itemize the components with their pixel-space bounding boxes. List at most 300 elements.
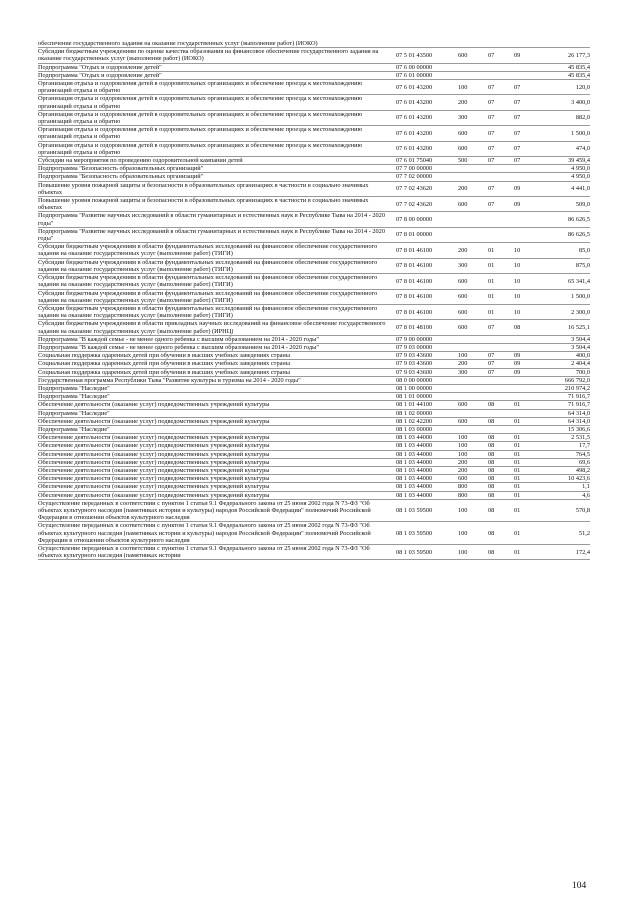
table-row	[38, 289, 590, 304]
table-row	[38, 165, 590, 173]
row-sum: 16 525,1	[540, 320, 590, 335]
row-code: 07 7 02 43620	[396, 197, 458, 212]
table-row	[38, 197, 590, 212]
row-code: 07 8 01 48100	[396, 320, 458, 335]
row-vr: 100	[458, 434, 488, 442]
row-vr: 600	[458, 304, 488, 319]
row-name: Обеспечение деятельности (оказание услуг) подведомственных учреждений культуры	[38, 401, 396, 409]
row-sum: 15 306,6	[540, 425, 590, 433]
row-rz: 07	[488, 320, 514, 335]
row-code: 07 9 00 00000	[396, 335, 458, 343]
row-code: 08 1 03 59500	[396, 522, 458, 545]
table-row	[38, 425, 590, 433]
row-vr: 200	[458, 243, 488, 258]
row-name: Повышение уровня пожарной защиты и безопасности в образовательных организациях в частности в социально значимых объектах	[38, 181, 396, 196]
row-rz: 08	[488, 545, 514, 560]
table-row	[38, 227, 590, 242]
row-vr	[458, 335, 488, 343]
row-name: Обеспечение деятельности (оказание услуг) подведомственных учреждений культуры	[38, 442, 396, 450]
row-rz	[488, 173, 514, 181]
row-code: 07 9 03 43600	[396, 360, 458, 368]
row-rz	[488, 335, 514, 343]
row-code: 07 6 01 43200	[396, 95, 458, 110]
table-row	[38, 409, 590, 417]
row-pr: 10	[514, 274, 540, 289]
row-vr	[458, 384, 488, 392]
row-name: Обеспечение деятельности (оказание услуг) подведомственных учреждений культуры	[38, 483, 396, 491]
row-pr	[514, 343, 540, 351]
row-rz: 01	[488, 258, 514, 273]
row-code: 08 1 02 42200	[396, 417, 458, 425]
row-pr: 10	[514, 304, 540, 319]
row-vr: 200	[458, 466, 488, 474]
row-pr: 09	[514, 368, 540, 376]
row-sum: 400,0	[540, 352, 590, 360]
row-vr: 500	[458, 157, 488, 165]
row-sum: 69,6	[540, 458, 590, 466]
row-sum: 509,0	[540, 197, 590, 212]
table-row	[38, 434, 590, 442]
row-code: 08 1 01 44100	[396, 401, 458, 409]
row-code	[396, 40, 458, 48]
row-vr: 300	[458, 110, 488, 125]
row-name: Субсидии бюджетным учреждениям в области прикладных научных исследований на финансовое обеспечение государственного задания на оказание государственных услуг (выполнение работ) (ИРНЦ)	[38, 320, 396, 335]
row-rz	[488, 393, 514, 401]
row-vr: 600	[458, 274, 488, 289]
table-row	[38, 491, 590, 499]
row-vr: 600	[458, 417, 488, 425]
row-name: Субсидии на мероприятия по проведению оздоровительной кампании детей	[38, 157, 396, 165]
page-number: 104	[572, 881, 587, 891]
row-code: 07 9 03 00000	[396, 343, 458, 351]
row-pr: 10	[514, 289, 540, 304]
row-code: 08 1 02 00000	[396, 409, 458, 417]
row-rz: 08	[488, 483, 514, 491]
row-code: 07 8 01 46100	[396, 274, 458, 289]
table-row	[38, 71, 590, 79]
row-sum: 1,1	[540, 483, 590, 491]
row-code: 07 7 02 00000	[396, 173, 458, 181]
table-row	[38, 335, 590, 343]
row-rz	[488, 63, 514, 71]
table-row	[38, 173, 590, 181]
row-pr	[514, 393, 540, 401]
row-name: Субсидии бюджетным учреждениям в области фундаментальных исследований на финансовое обеспечение государственного задания на оказание государственных услуг (выполнение работ) (ТИГИ)	[38, 304, 396, 319]
row-pr: 07	[514, 95, 540, 110]
row-name: Обеспечение деятельности (оказание услуг) подведомственных учреждений культуры	[38, 491, 396, 499]
row-vr: 800	[458, 483, 488, 491]
table-row	[38, 368, 590, 376]
row-pr: 01	[514, 499, 540, 522]
table-row	[38, 48, 590, 63]
row-pr	[514, 71, 540, 79]
row-rz: 08	[488, 522, 514, 545]
table-row	[38, 320, 590, 335]
row-name: Подпрограмма "Наследие"	[38, 409, 396, 417]
row-pr	[514, 63, 540, 71]
row-rz: 08	[488, 442, 514, 450]
row-sum: 17,7	[540, 442, 590, 450]
row-vr: 600	[458, 475, 488, 483]
row-pr	[514, 384, 540, 392]
row-name: Подпрограмма "Наследие"	[38, 384, 396, 392]
row-code: 07 6 01 43200	[396, 80, 458, 95]
row-rz: 08	[488, 417, 514, 425]
row-pr	[514, 165, 540, 173]
row-name: Повышение уровня пожарной защиты и безопасности в образовательных организациях в частности в социально значимых объектах	[38, 197, 396, 212]
row-code: 07 6 01 43200	[396, 141, 458, 156]
table-row	[38, 360, 590, 368]
table-row	[38, 141, 590, 156]
row-code: 08 1 03 44000	[396, 466, 458, 474]
row-sum: 86 626,5	[540, 227, 590, 242]
row-pr: 07	[514, 157, 540, 165]
row-vr: 600	[458, 141, 488, 156]
row-rz: 01	[488, 289, 514, 304]
row-name: Подпрограмма "Наследие"	[38, 393, 396, 401]
row-vr: 200	[458, 360, 488, 368]
row-name: Обеспечение деятельности (оказание услуг) подведомственных учреждений культуры	[38, 450, 396, 458]
row-rz: 07	[488, 110, 514, 125]
row-name: Субсидии бюджетным учреждениям в области фундаментальных исследований на финансовое обеспечение государственного задания на оказание государственных услуг (выполнение работ) (ТИГИ)	[38, 289, 396, 304]
row-vr: 600	[458, 197, 488, 212]
table-row	[38, 384, 590, 392]
row-sum: 1 500,0	[540, 289, 590, 304]
row-name: Организация отдыха и оздоровления детей в оздоровительных организациях и обеспечение проезда к местонахождению организаций отдыха и обратно	[38, 95, 396, 110]
row-rz	[488, 212, 514, 227]
row-sum: 85,0	[540, 243, 590, 258]
row-name: Подпрограмма "Безопасность образовательных организаций"	[38, 173, 396, 181]
row-sum: 4 950,0	[540, 165, 590, 173]
row-rz: 07	[488, 95, 514, 110]
row-sum	[540, 40, 590, 48]
row-vr	[458, 165, 488, 173]
table-row	[38, 258, 590, 273]
row-name: Осуществление переданных в соответствии с пунктом 1 статьи 9.1 Федерального закона от 25 июня 2002 года N 73-ФЗ "Об объектах культурного наследия (памятниках истории	[38, 545, 396, 560]
row-name: Социальная поддержка одаренных детей при обучении в высших учебных заведениях страны	[38, 352, 396, 360]
row-vr	[458, 376, 488, 384]
row-sum: 39 459,4	[540, 157, 590, 165]
budget-table	[38, 40, 590, 560]
row-sum: 2 404,4	[540, 360, 590, 368]
row-pr	[514, 376, 540, 384]
row-code: 07 9 03 43600	[396, 352, 458, 360]
row-rz: 08	[488, 499, 514, 522]
row-name: Подпрограмма "Отдых и оздоровление детей"	[38, 63, 396, 71]
row-sum: 882,0	[540, 110, 590, 125]
row-sum: 4 441,0	[540, 181, 590, 196]
table-row	[38, 40, 590, 48]
row-sum: 10 423,6	[540, 475, 590, 483]
row-rz: 08	[488, 491, 514, 499]
table-row	[38, 450, 590, 458]
row-rz: 07	[488, 157, 514, 165]
row-pr: 10	[514, 258, 540, 273]
row-pr: 10	[514, 243, 540, 258]
table-row	[38, 458, 590, 466]
table-row	[38, 181, 590, 196]
row-code: 08 1 03 44000	[396, 458, 458, 466]
row-rz: 07	[488, 352, 514, 360]
row-rz	[488, 376, 514, 384]
row-code: 08 1 00 00000	[396, 384, 458, 392]
table-row	[38, 304, 590, 319]
table-row	[38, 80, 590, 95]
row-pr: 01	[514, 475, 540, 483]
row-rz: 07	[488, 80, 514, 95]
row-name: обеспечение государственного задания на оказание государственных услуг (выполнение работ) (ИОКО)	[38, 40, 396, 48]
row-pr: 09	[514, 360, 540, 368]
row-vr: 100	[458, 352, 488, 360]
table-row	[38, 466, 590, 474]
row-rz: 07	[488, 48, 514, 63]
table-row	[38, 393, 590, 401]
row-pr: 01	[514, 434, 540, 442]
row-rz	[488, 165, 514, 173]
row-vr	[458, 343, 488, 351]
row-vr: 200	[458, 458, 488, 466]
row-pr: 01	[514, 483, 540, 491]
row-name: Подпрограмма "Наследие"	[38, 425, 396, 433]
row-code: 07 8 01 46100	[396, 258, 458, 273]
row-sum: 71 916,7	[540, 393, 590, 401]
row-code: 08 1 03 44000	[396, 442, 458, 450]
row-name: Социальная поддержка одаренных детей при обучении в высших учебных заведениях страны	[38, 360, 396, 368]
table-row	[38, 243, 590, 258]
table-row	[38, 274, 590, 289]
row-name: Подпрограмма "Отдых и оздоровление детей"	[38, 71, 396, 79]
table-row	[38, 157, 590, 165]
row-sum: 498,2	[540, 466, 590, 474]
row-pr	[514, 409, 540, 417]
row-sum: 3 504,4	[540, 335, 590, 343]
row-name: Обеспечение деятельности (оказание услуг) подведомственных учреждений культуры	[38, 475, 396, 483]
row-pr	[514, 227, 540, 242]
row-rz	[488, 409, 514, 417]
row-sum: 210 974,2	[540, 384, 590, 392]
row-name: Государственная программа Республики Тыва "Развитие культуры и туризма на 2014 - 2020 годы"	[38, 376, 396, 384]
row-rz: 07	[488, 197, 514, 212]
row-name: Организация отдыха и оздоровления детей в оздоровительных организациях и обеспечение проезда к местонахождению организаций отдыха и обратно	[38, 126, 396, 141]
row-sum: 64 314,0	[540, 409, 590, 417]
table-row	[38, 343, 590, 351]
row-pr: 09	[514, 197, 540, 212]
row-code: 07 6 00 00000	[396, 63, 458, 71]
row-rz: 01	[488, 304, 514, 319]
row-pr: 01	[514, 466, 540, 474]
row-vr	[458, 409, 488, 417]
row-code: 08 0 00 00000	[396, 376, 458, 384]
row-vr: 100	[458, 80, 488, 95]
table-row	[38, 545, 590, 560]
row-rz	[488, 425, 514, 433]
row-sum: 45 835,4	[540, 63, 590, 71]
row-name: Обеспечение деятельности (оказание услуг) подведомственных учреждений культуры	[38, 434, 396, 442]
row-sum: 45 835,4	[540, 71, 590, 79]
row-code: 08 1 03 44000	[396, 434, 458, 442]
table-row	[38, 475, 590, 483]
row-code: 07 7 02 43620	[396, 181, 458, 196]
row-vr	[458, 173, 488, 181]
row-vr: 300	[458, 258, 488, 273]
row-code: 08 1 03 44000	[396, 450, 458, 458]
row-vr	[458, 425, 488, 433]
row-name: Обеспечение деятельности (оказание услуг) подведомственных учреждений культуры	[38, 458, 396, 466]
table-row	[38, 376, 590, 384]
row-rz: 07	[488, 126, 514, 141]
row-sum: 26 177,3	[540, 48, 590, 63]
row-code: 07 6 01 43200	[396, 110, 458, 125]
table-row	[38, 401, 590, 409]
row-sum: 4 950,0	[540, 173, 590, 181]
row-code: 08 1 01 00000	[396, 393, 458, 401]
row-pr	[514, 425, 540, 433]
table-row	[38, 95, 590, 110]
row-code: 07 8 01 46100	[396, 304, 458, 319]
row-vr	[458, 227, 488, 242]
row-code: 07 5 01 43500	[396, 48, 458, 63]
row-sum: 700,0	[540, 368, 590, 376]
row-code: 07 6 01 75040	[396, 157, 458, 165]
row-rz	[488, 71, 514, 79]
row-code: 08 1 03 44000	[396, 491, 458, 499]
row-rz: 08	[488, 450, 514, 458]
row-sum: 86 626,5	[540, 212, 590, 227]
budget-table-body	[38, 40, 590, 560]
row-rz: 07	[488, 181, 514, 196]
row-code: 07 7 00 00000	[396, 165, 458, 173]
row-name: Обеспечение деятельности (оказание услуг) подведомственных учреждений культуры	[38, 466, 396, 474]
row-code: 07 8 00 00000	[396, 212, 458, 227]
table-row	[38, 499, 590, 522]
row-pr: 09	[514, 48, 540, 63]
row-pr	[514, 173, 540, 181]
row-rz: 07	[488, 141, 514, 156]
row-vr: 100	[458, 522, 488, 545]
row-vr: 100	[458, 442, 488, 450]
row-code: 08 1 03 44000	[396, 483, 458, 491]
row-sum: 1 500,0	[540, 126, 590, 141]
row-pr: 01	[514, 442, 540, 450]
row-pr: 01	[514, 458, 540, 466]
row-name: Организация отдыха и оздоровления детей в оздоровительных организациях и обеспечение проезда к местонахождению организаций отдыха и обратно	[38, 80, 396, 95]
row-name: Подпрограмма "Развитие научных исследований в области гуманитарных и естественных наук в Республике Тыва на 2014 - 2020 годы"	[38, 212, 396, 227]
row-pr: 07	[514, 126, 540, 141]
row-pr: 07	[514, 141, 540, 156]
row-pr	[514, 40, 540, 48]
row-code: 08 1 03 59500	[396, 545, 458, 560]
row-pr: 01	[514, 401, 540, 409]
table-row	[38, 63, 590, 71]
row-pr: 09	[514, 352, 540, 360]
row-vr: 600	[458, 320, 488, 335]
row-name: Организация отдыха и оздоровления детей в оздоровительных организациях и обеспечение проезда к местонахождению организаций отдыха и обратно	[38, 141, 396, 156]
row-rz	[488, 384, 514, 392]
row-rz: 08	[488, 475, 514, 483]
row-rz: 08	[488, 401, 514, 409]
table-row	[38, 126, 590, 141]
row-vr: 100	[458, 450, 488, 458]
row-vr	[458, 71, 488, 79]
row-vr: 600	[458, 401, 488, 409]
row-rz: 08	[488, 434, 514, 442]
row-vr: 200	[458, 181, 488, 196]
row-sum: 2 300,0	[540, 304, 590, 319]
row-sum: 2 531,5	[540, 434, 590, 442]
table-row	[38, 352, 590, 360]
row-name: Подпрограмма "В каждой семье - не менее одного ребенка с высшим образованием на 2014 - 2020 годы"	[38, 335, 396, 343]
row-vr: 300	[458, 368, 488, 376]
row-sum: 51,2	[540, 522, 590, 545]
row-pr: 07	[514, 80, 540, 95]
row-sum: 3 504,4	[540, 343, 590, 351]
table-row	[38, 212, 590, 227]
row-pr: 08	[514, 320, 540, 335]
row-vr: 600	[458, 48, 488, 63]
row-vr	[458, 40, 488, 48]
row-code: 07 8 01 00000	[396, 227, 458, 242]
document-page	[38, 40, 590, 560]
row-pr: 07	[514, 110, 540, 125]
row-rz: 08	[488, 466, 514, 474]
row-rz: 01	[488, 274, 514, 289]
row-code: 08 1 03 00000	[396, 425, 458, 433]
table-row	[38, 522, 590, 545]
row-rz: 08	[488, 458, 514, 466]
row-sum: 474,0	[540, 141, 590, 156]
row-name: Субсидии бюджетным учреждениям в области фундаментальных исследований на финансовое обеспечение государственного задания на оказание государственных услуг (выполнение работ) (ТИГИ)	[38, 274, 396, 289]
row-code: 07 6 01 43200	[396, 126, 458, 141]
table-row	[38, 417, 590, 425]
row-pr: 01	[514, 417, 540, 425]
row-sum: 120,0	[540, 80, 590, 95]
row-name: Подпрограмма "В каждой семье - не менее одного ребенка с высшим образованием на 2014 - 2020 годы"	[38, 343, 396, 351]
row-vr: 800	[458, 491, 488, 499]
row-sum: 764,5	[540, 450, 590, 458]
row-rz: 01	[488, 243, 514, 258]
row-code: 08 1 03 59500	[396, 499, 458, 522]
row-vr: 600	[458, 126, 488, 141]
row-rz	[488, 343, 514, 351]
row-pr: 01	[514, 491, 540, 499]
row-code: 07 6 01 00000	[396, 71, 458, 79]
row-pr	[514, 212, 540, 227]
row-name: Субсидии бюджетным учреждениям в области фундаментальных исследований на финансовое обеспечение государственного задания на оказание государственных услуг (выполнение работ) (ТИГИ)	[38, 258, 396, 273]
row-vr: 100	[458, 499, 488, 522]
row-name: Осуществление переданных в соответствии с пунктом 1 статьи 9.1 Федерального закона от 25 июня 2002 года N 73-ФЗ "Об объектах культурного наследия (памятниках истории и культуры) народов Российской Федерации" полномочий Российской Федерации в отношении объектов культурного наследия	[38, 499, 396, 522]
row-pr: 01	[514, 450, 540, 458]
row-pr: 01	[514, 522, 540, 545]
row-code: 07 9 03 43600	[396, 368, 458, 376]
table-row	[38, 442, 590, 450]
row-name: Организация отдыха и оздоровления детей в оздоровительных организациях и обеспечение проезда к местонахождению организаций отдыха и обратно	[38, 110, 396, 125]
row-name: Социальная поддержка одаренных детей при обучении в высших учебных заведениях страны	[38, 368, 396, 376]
row-name: Осуществление переданных в соответствии с пунктом 1 статьи 9.1 Федерального закона от 25 июня 2002 года N 73-ФЗ "Об объектах культурного наследия (памятниках истории и культуры) народов Российской Федерации" полномочий Российской Федерации в отношении объектов культурного наследия	[38, 522, 396, 545]
row-code: 07 8 01 46100	[396, 243, 458, 258]
row-pr: 09	[514, 181, 540, 196]
row-pr	[514, 335, 540, 343]
row-vr: 100	[458, 545, 488, 560]
row-sum: 172,4	[540, 545, 590, 560]
row-sum: 65 341,4	[540, 274, 590, 289]
row-vr: 200	[458, 95, 488, 110]
row-sum: 570,8	[540, 499, 590, 522]
row-name: Субсидии бюджетным учреждениям в области фундаментальных исследований на финансовое обеспечение государственного задания на оказание государственных услуг (выполнение работ) (ТИГИ)	[38, 243, 396, 258]
row-rz	[488, 227, 514, 242]
row-sum: 3 400,0	[540, 95, 590, 110]
row-vr	[458, 212, 488, 227]
row-pr: 01	[514, 545, 540, 560]
